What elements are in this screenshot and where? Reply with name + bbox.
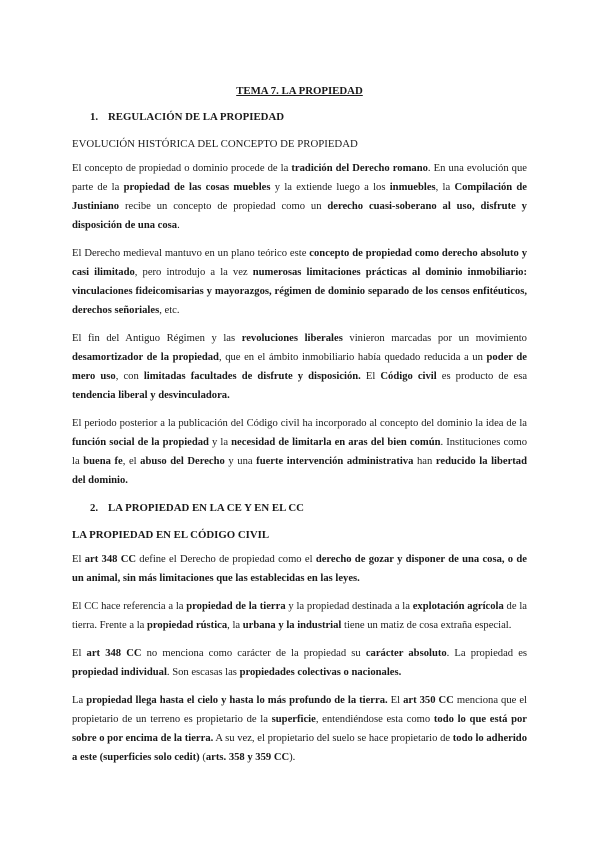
text-run: El bbox=[360, 371, 381, 382]
text-run: A su vez, el propietario del suelo se hace propietario de bbox=[213, 733, 453, 744]
section-subheading-1: EVOLUCIÓN HISTÓRICA DEL CONCEPTO DE PROPIEDAD bbox=[72, 138, 358, 150]
bold-text: carácter absoluto bbox=[365, 648, 447, 659]
section-number: 2. bbox=[90, 502, 99, 514]
text-run: El fin del Antiguo Régimen y las bbox=[72, 333, 242, 344]
text-run: y la propiedad destinada a la bbox=[285, 601, 413, 612]
section-title: REGULACIÓN DE LA PROPIEDAD bbox=[108, 111, 285, 123]
paragraph bbox=[72, 691, 527, 767]
paragraph bbox=[72, 597, 527, 635]
bold-text: todo lo que está por sobre o por encima de la tierra. bbox=[72, 714, 527, 744]
text-run: ). bbox=[289, 752, 296, 763]
document-title: TEMA 7. LA PROPIEDAD bbox=[236, 85, 363, 97]
text-run: El bbox=[72, 554, 85, 565]
paragraph bbox=[72, 244, 527, 320]
section-title: LA PROPIEDAD EN LA CE Y EN EL CC bbox=[108, 502, 304, 514]
bold-text: abuso del Derecho bbox=[140, 456, 225, 467]
text-run: , entendiéndose esta como bbox=[315, 714, 434, 725]
paragraph bbox=[72, 414, 527, 490]
bold-text: desamortizador de la propiedad bbox=[72, 352, 219, 363]
bold-text: fuerte intervención administrativa bbox=[256, 456, 414, 467]
text-run: , pero introdujo a la vez bbox=[134, 267, 253, 278]
bold-text: numerosas limitaciones prácticas al dominio inmobiliario: vinculaciones fideicomisarias y mayorazgos, régimen de dominio separado de los censos enfitéuticos, derechos señoriales bbox=[72, 267, 528, 316]
text-run: El Derecho medieval mantuvo en un plano teórico este bbox=[72, 248, 310, 259]
bold-text: propiedad individual bbox=[72, 667, 167, 678]
text-run: La bbox=[72, 695, 87, 706]
text-run: define el Derecho de propiedad como el bbox=[136, 554, 316, 565]
bold-text: derecho de gozar y disponer de una cosa, o de un animal, sin más limitaciones que las establecidas en las leyes. bbox=[72, 554, 527, 584]
text-run: , que en el ámbito inmobiliario había quedado reducida a un bbox=[218, 352, 487, 363]
bold-text: buena fe bbox=[83, 456, 123, 467]
bold-text: tradición del Derecho romano bbox=[291, 163, 428, 174]
bold-text: revoluciones liberales bbox=[241, 333, 343, 344]
text-run: de la tierra. Frente a la bbox=[72, 601, 527, 631]
text-run: El CC hace referencia a la bbox=[72, 601, 187, 612]
text-run: El bbox=[72, 648, 87, 659]
bold-text: inmuebles bbox=[389, 182, 436, 193]
text-run: , la bbox=[227, 620, 243, 631]
text-run: , el bbox=[122, 456, 141, 467]
bold-text: derecho cuasi-soberano al uso, disfrute y disposición de una cosa bbox=[72, 201, 527, 231]
section-heading-2 bbox=[72, 499, 527, 518]
paragraph bbox=[72, 550, 527, 588]
bold-text: reducido la libertad del dominio. bbox=[72, 456, 527, 486]
bold-text: urbana y la industrial bbox=[242, 620, 342, 631]
bold-text: arts. 358 y 359 CC bbox=[205, 752, 290, 763]
text-run: . bbox=[177, 220, 180, 231]
text-run: El periodo posterior a la publicación del Código civil ha incorporado al concepto del dominio la idea de la bbox=[72, 418, 527, 429]
section-number: 1. bbox=[90, 111, 99, 123]
section-heading-1 bbox=[72, 108, 527, 127]
bold-text: tendencia liberal y desvinculadora. bbox=[72, 390, 230, 401]
text-run: han bbox=[413, 456, 436, 467]
bold-text: limitadas facultades de disfrute y disposición. bbox=[143, 371, 361, 382]
text-run: no menciona como carácter de la propiedad su bbox=[141, 648, 366, 659]
bold-text: necesidad de limitarla en aras del bien común bbox=[231, 437, 441, 448]
text-run: recibe un concepto de propiedad como un bbox=[119, 201, 328, 212]
bold-text: concepto de propiedad como derecho absoluto y casi ilimitado bbox=[72, 248, 527, 278]
text-run: . En una evolución que parte de la bbox=[72, 163, 527, 193]
text-run: , etc. bbox=[159, 305, 180, 316]
section-paragraphs-1 bbox=[72, 159, 527, 490]
text-run: . La propiedad es bbox=[446, 648, 528, 659]
bold-text: art 350 CC bbox=[403, 695, 454, 706]
text-run: . Son escasas las bbox=[166, 667, 240, 678]
bold-text: propiedad de la tierra bbox=[186, 601, 286, 612]
document-body bbox=[72, 82, 527, 776]
section-subheading-2: LA PROPIEDAD EN EL CÓDIGO CIVIL bbox=[72, 529, 270, 541]
bold-text: art 348 CC bbox=[86, 648, 142, 659]
text-run: El concepto de propiedad o dominio procede de la bbox=[72, 163, 292, 174]
text-run: ( bbox=[199, 752, 206, 763]
text-run: vinieron marcadas por un movimiento bbox=[342, 333, 527, 344]
bold-text: Código civil bbox=[380, 371, 437, 382]
bold-text: Compilación de Justiniano bbox=[72, 182, 527, 212]
bold-text: poder de mero uso bbox=[72, 352, 527, 382]
bold-text: propiedad llega hasta el cielo y hasta lo más profundo de la tierra. bbox=[86, 695, 388, 706]
text-run: menciona que el propietario de un terreno es propietario de la bbox=[72, 695, 527, 725]
bold-text: función social de la propiedad bbox=[72, 437, 209, 448]
text-run: . Instituciones como la bbox=[72, 437, 527, 467]
paragraph bbox=[72, 329, 527, 405]
bold-text: propiedades colectivas o nacionales. bbox=[239, 667, 402, 678]
bold-text: propiedad de las cosas muebles bbox=[123, 182, 271, 193]
text-run: y la bbox=[208, 437, 232, 448]
bold-text: propiedad rústica bbox=[147, 620, 228, 631]
text-run: , la bbox=[435, 182, 455, 193]
bold-text: todo lo adherido a este (superficies solo cedit) bbox=[72, 733, 527, 763]
section-paragraphs-2 bbox=[72, 550, 527, 767]
bold-text: art 348 CC bbox=[84, 554, 136, 565]
paragraph bbox=[72, 644, 527, 682]
text-run: tiene un matiz de cosa extraña especial. bbox=[341, 620, 512, 631]
text-run: y la extiende luego a los bbox=[270, 182, 390, 193]
bold-text: explotación agrícola bbox=[412, 601, 504, 612]
text-run: y una bbox=[224, 456, 257, 467]
text-run: , con bbox=[115, 371, 144, 382]
text-run: El bbox=[387, 695, 404, 706]
text-run: es producto de esa bbox=[436, 371, 528, 382]
paragraph bbox=[72, 159, 527, 235]
bold-text: superficie bbox=[271, 714, 316, 725]
